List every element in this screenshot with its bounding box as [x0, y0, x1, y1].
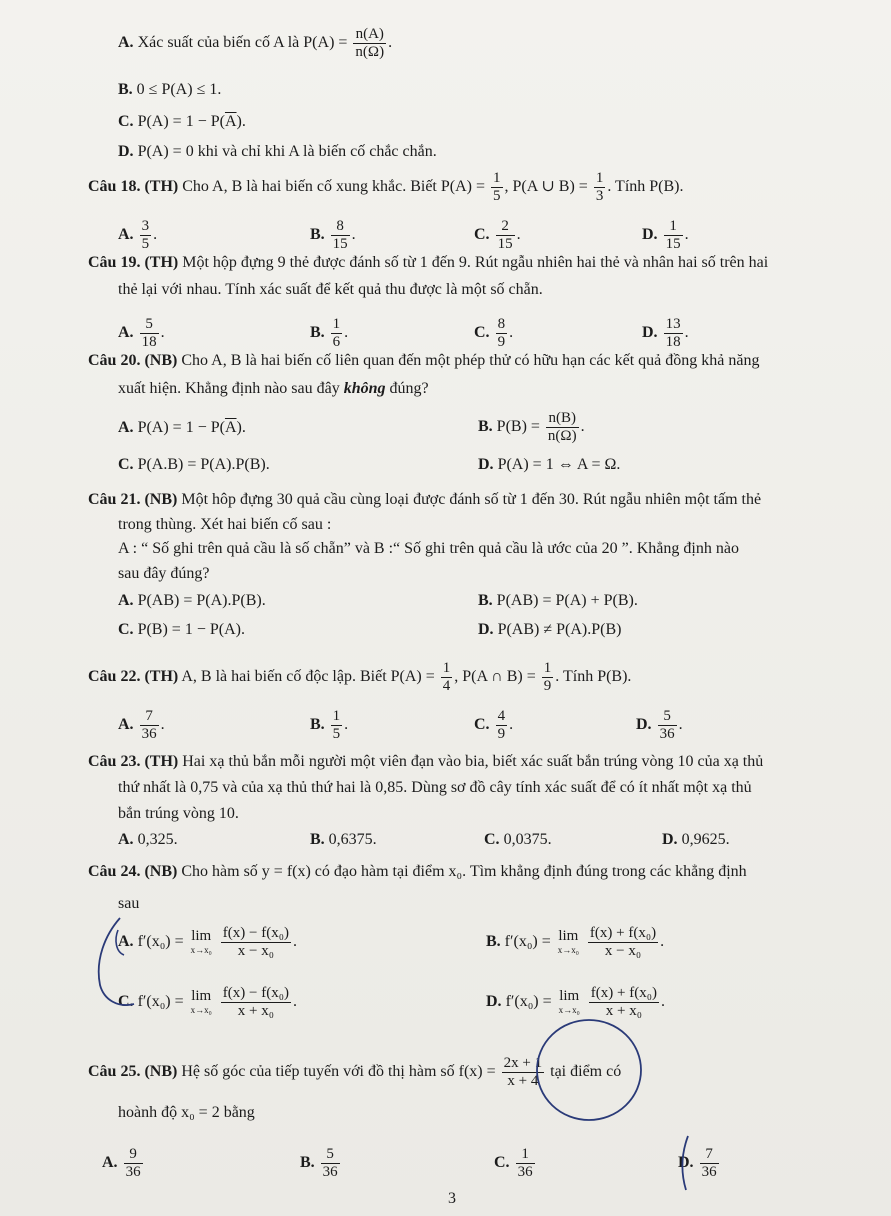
prev-option-c: C. $P(A) = 1 - P(\overline{A})$.: [118, 113, 246, 130]
fraction: $\frac{1}{4}$: [442, 660, 451, 694]
q23-option-b[interactable]: B. 0,6375.: [310, 831, 377, 848]
q18-option-b[interactable]: B. $\frac{8}{15}$ .: [310, 218, 356, 252]
fraction: $\frac{5}{18}$: [141, 316, 157, 350]
q23-option-d[interactable]: D. 0,9625.: [662, 831, 730, 848]
q24-option-b[interactable]: B. f′(x₀) = lim x→x₀ $\frac{\text{f(x) + f(x₀)}}{\text{x − x₀}}$ .: [486, 925, 665, 959]
fraction: $\frac{7}{36}$: [141, 708, 157, 742]
q22-option-c[interactable]: C. $\frac{4}{9}$ .: [474, 708, 514, 742]
prev-option-a: A. Xác suất của biến cố A là P(A) = $\frac{n(A)}{n(\Omega)}$ .: [118, 26, 393, 60]
fraction: $\frac{\text{f(x) + f(x₀)}}{\text{x − x₀}}$: [589, 925, 657, 959]
q22-stem: Câu 22. (TH) A, B là hai biến cố độc lập. Biết P(A) = $\frac{1}{4}$ , P(A ∩ B) = $\frac{1}{9}$ . Tính P(B).: [88, 660, 632, 694]
q24-stem-1: Câu 24. (NB) Cho hàm số y = f(x) có đạo hàm tại điểm x₀. Tìm khẳng định đúng trong các khẳng định: [88, 863, 747, 880]
fraction: $\frac{5}{36}$: [322, 1146, 338, 1180]
fraction: $\frac{2}{15}$: [497, 218, 513, 252]
q18-stem: Câu 18. (TH) Cho A, B là hai biến cố xung khắc. Biết P(A) = $\frac{1}{5}$ , P(A ∪ B) = $\frac{1}{3}$ . Tính P(B).: [88, 170, 684, 204]
q19-option-a[interactable]: A. $\frac{5}{18}$ .: [118, 316, 165, 350]
fraction: $\frac{7}{36}$: [701, 1146, 717, 1180]
fraction: $\frac{2x + 1}{x + 4}$: [503, 1055, 543, 1089]
q21-stem-2: trong thùng. Xét hai biến cố sau :: [118, 516, 332, 533]
pen-circle-q24-a: [80, 900, 280, 1040]
q22-option-d[interactable]: D. $\frac{5}{36}$ .: [636, 708, 683, 742]
fraction: $\frac{1}{15}$: [665, 218, 681, 252]
fraction: $\frac{\text{f(x) − f(x₀)}}{\text{x + x₀}}$: [222, 985, 289, 1019]
fraction: $\frac{5}{36}$: [659, 708, 675, 742]
q22-option-b[interactable]: B. $\frac{1}{5}$ .: [310, 708, 349, 742]
fraction: $\frac{n(B)}{n(\Omega)}$: [547, 410, 577, 444]
q18-option-c[interactable]: C. $\frac{2}{15}$ .: [474, 218, 521, 252]
fraction: $\frac{\text{f(x) − f(x₀)}}{\text{x − x₀}}$: [222, 925, 289, 959]
q20-option-a[interactable]: A. $P(A) = 1 - P(\overline{A})$.: [118, 419, 246, 436]
q24-option-c[interactable]: C. f′(x₀) = lim x→x₀ $\frac{\text{f(x) − f(x₀)}}{\text{x + x₀}}$ .: [118, 985, 297, 1019]
pen-mark-q25-d: [668, 1128, 708, 1198]
q19-option-b[interactable]: B. $\frac{1}{6}$ .: [310, 316, 349, 350]
fraction: $\frac{13}{18}$: [665, 316, 681, 350]
fraction: $\frac{\text{f(x) + f(x₀)}}{\text{x + x₀}}$: [590, 985, 657, 1019]
q24-option-d[interactable]: D. f′(x₀) = lim x→x₀ $\frac{\text{f(x) + f(x₀)}}{\text{x + x₀}}$ .: [486, 985, 665, 1019]
q24-option-a[interactable]: A. f′(x₀) = lim x→x₀ $\frac{\text{f(x) − f(x₀)}}{\text{x − x₀}}$ .: [118, 925, 297, 959]
pen-circle-q25-function: [525, 1010, 655, 1130]
fraction: $\frac{3}{5}$: [141, 218, 150, 252]
q23-stem-1: Câu 23. (TH) Hai xạ thủ bắn mỗi người một viên đạn vào bia, biết xác suất bắn trúng vòng 10 của xạ thủ: [88, 753, 764, 770]
fraction: $\frac{1}{3}$: [595, 170, 604, 204]
q19-stem-2: thẻ lại với nhau. Tính xác suất để kết quả thu được là một số chẵn.: [118, 281, 543, 298]
q21-option-a[interactable]: A. P(AB) = P(A).P(B).: [118, 592, 266, 609]
limit: lim x→x₀: [190, 927, 212, 955]
fraction: $\frac{1}{9}$: [543, 660, 552, 694]
q21-option-b[interactable]: B. P(AB) = P(A) + P(B).: [478, 592, 638, 609]
q20-option-d[interactable]: D. P(A) = 1 ⇔ A = Ω.: [478, 456, 621, 473]
fraction: $\frac{9}{36}$: [125, 1146, 141, 1180]
fraction: $\frac{1}{5}$: [332, 708, 341, 742]
q21-stem-4: sau đây đúng?: [118, 565, 210, 582]
q20-stem-1: Câu 20. (NB) Cho A, B là hai biến cố liên quan đến một phép thử có hữu hạn các kết quả đồng khả năng: [88, 352, 760, 369]
q23-option-a[interactable]: A. 0,325.: [118, 831, 178, 848]
q23-stem-3: bắn trúng vòng 10.: [118, 805, 239, 822]
limit: lim x→x₀: [558, 987, 580, 1015]
q21-stem-1: Câu 21. (NB) Một hôp đựng 30 quả cầu cùng loại được đánh số từ 1 đến 30. Rút ngẫu nhiên một tấm thẻ: [88, 491, 762, 508]
page-number: 3: [448, 1190, 456, 1207]
q21-option-c[interactable]: C. P(B) = 1 − P(A).: [118, 621, 245, 638]
q18-option-a[interactable]: A. $\frac{3}{5}$ .: [118, 218, 158, 252]
fraction: $\frac{1}{36}$: [517, 1146, 533, 1180]
q18-option-d[interactable]: D. $\frac{1}{15}$ .: [642, 218, 689, 252]
q23-option-c[interactable]: C. 0,0375.: [484, 831, 552, 848]
q20-option-b[interactable]: B. P(B) = $\frac{n(B)}{n(\Omega)}$ .: [478, 410, 585, 444]
q25-stem-1: Câu 25. (NB) Hệ số góc của tiếp tuyến với đồ thị hàm số f(x) = $\frac{2x + 1}{x + 4}$ tại điểm có: [88, 1055, 622, 1089]
q24-stem-2: sau: [118, 895, 140, 912]
q25-stem-2: hoành độ x₀ = 2 bằng: [118, 1104, 255, 1121]
prev-option-b: B. 0 ≤ P(A) ≤ 1.: [118, 81, 222, 98]
q19-option-c[interactable]: C. $\frac{8}{9}$ .: [474, 316, 514, 350]
fraction: $\frac{1}{6}$: [332, 316, 341, 350]
q19-option-d[interactable]: D. $\frac{13}{18}$ .: [642, 316, 689, 350]
fraction: $\frac{1}{5}$: [493, 170, 501, 204]
fraction: $\frac{8}{9}$: [497, 316, 506, 350]
q23-stem-2: thứ nhất là 0,75 và của xạ thủ thứ hai là 0,85. Dùng sơ đồ cây tính xác suất để có ít nhất một xạ thủ: [118, 779, 752, 796]
q20-option-c[interactable]: C. P(A.B) = P(A).P(B).: [118, 456, 270, 473]
q25-option-d[interactable]: D. $\frac{7}{36}$: [678, 1146, 717, 1180]
q19-stem-1: Câu 19. (TH) Một hộp đựng 9 thẻ được đánh số từ 1 đến 9. Rút ngẫu nhiên hai thẻ và nhân hai số trên hai: [88, 254, 769, 271]
fraction: $\frac{4}{9}$: [497, 708, 506, 742]
limit: lim x→x₀: [557, 927, 579, 955]
q21-stem-3: A : “ Số ghi trên quả cầu là số chẵn” và B :“ Số ghi trên quả cầu là ước của 20 ”. Khẳng định nào: [118, 540, 739, 557]
prev-option-d: D. P(A) = 0 khi và chỉ khi A là biến cố chắc chắn.: [118, 143, 437, 160]
fraction: $\frac{n(A)}{n(\Omega)}$: [355, 26, 385, 60]
q25-option-a[interactable]: A. $\frac{9}{36}$: [102, 1146, 141, 1180]
q25-option-c[interactable]: C. $\frac{1}{36}$: [494, 1146, 533, 1180]
q21-option-d[interactable]: D. P(AB) ≠ P(A).P(B): [478, 621, 622, 638]
q22-option-a[interactable]: A. $\frac{7}{36}$ .: [118, 708, 165, 742]
q20-stem-2: xuất hiện. Khẳng định nào sau đây không đúng?: [118, 380, 429, 397]
limit: lim x→x₀: [190, 987, 212, 1015]
fraction: $\frac{8}{15}$: [332, 218, 348, 252]
q25-option-b[interactable]: B. $\frac{5}{36}$: [300, 1146, 338, 1180]
